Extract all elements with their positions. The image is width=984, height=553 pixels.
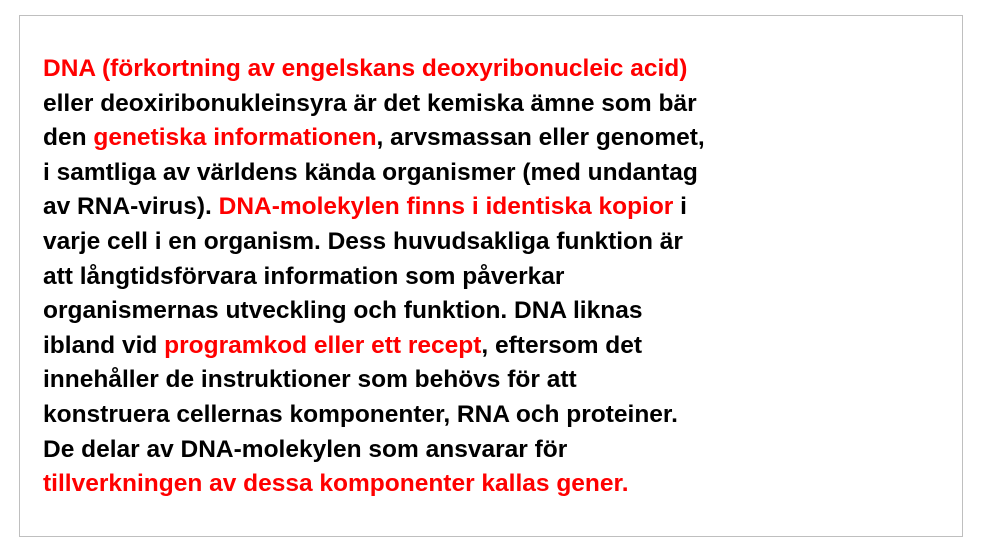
text-segment: , arvsmassan eller genomet, bbox=[376, 124, 705, 152]
text-segment: genetiska informationen bbox=[93, 124, 377, 152]
text-segment: organismernas utveckling och funktion. DNA liknas bbox=[43, 297, 643, 325]
text-line-8 bbox=[43, 294, 958, 329]
text-segment: den bbox=[43, 124, 94, 152]
text-segment: , eftersom det bbox=[481, 331, 643, 359]
text-segment: eller deoxiribonukleinsyra är det kemiska ämne som bär bbox=[43, 89, 697, 117]
text-segment: De delar av DNA-molekylen som ansvarar för bbox=[43, 435, 568, 463]
text-segment: ibland vid bbox=[43, 331, 165, 359]
text-segment: DNA (förkortning av engelskans deoxyribonucleic acid) bbox=[43, 55, 688, 82]
text-line-6 bbox=[43, 225, 958, 260]
text-line-13 bbox=[43, 467, 958, 502]
text-segment: att långtidsförvara information som påverkar bbox=[43, 262, 565, 290]
dna-paragraph bbox=[43, 52, 958, 502]
text-segment: av RNA-virus). bbox=[43, 193, 219, 221]
text-segment: innehåller de instruktioner som behövs för att bbox=[43, 366, 577, 394]
text-line-3 bbox=[43, 121, 958, 156]
text-line-4 bbox=[43, 156, 958, 191]
text-segment: DNA-molekylen finns i identiska kopior bbox=[218, 193, 674, 221]
text-segment: programkod eller ett recept bbox=[164, 331, 482, 359]
text-line-11 bbox=[43, 398, 958, 433]
text-line-7 bbox=[43, 260, 958, 295]
text-line-2 bbox=[43, 87, 958, 122]
text-segment: i samtliga av världens kända organismer (med undantag bbox=[43, 158, 698, 186]
text-line-5 bbox=[43, 190, 958, 225]
slide-frame bbox=[19, 15, 963, 537]
text-segment: konstruera cellernas komponenter, RNA och proteiner. bbox=[43, 400, 678, 428]
text-segment: i bbox=[673, 193, 687, 221]
text-line-1 bbox=[43, 52, 958, 87]
text-segment: varje cell i en organism. Dess huvudsakliga funktion är bbox=[43, 227, 683, 255]
text-line-9 bbox=[43, 329, 958, 364]
text-line-12 bbox=[43, 433, 958, 468]
text-segment: tillverkningen av dessa komponenter kallas gener. bbox=[43, 470, 629, 498]
text-line-10 bbox=[43, 363, 958, 398]
